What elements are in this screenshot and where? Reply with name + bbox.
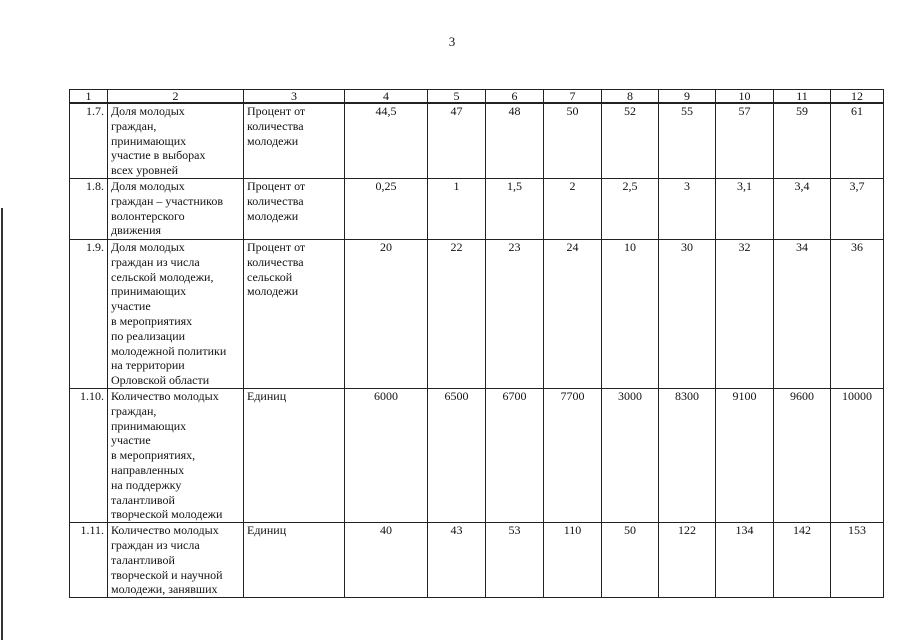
value-cell: 20 <box>345 240 428 389</box>
value-cell: 6700 <box>486 389 544 523</box>
row-number: 1.9. <box>70 240 108 389</box>
value-cell: 57 <box>716 103 774 179</box>
table-row <box>70 179 884 240</box>
value-cell: 9600 <box>774 389 831 523</box>
page-number: 3 <box>448 34 456 49</box>
header-cell: 2 <box>108 90 244 104</box>
header-cell: 10 <box>716 90 774 104</box>
indicator-table <box>69 89 884 598</box>
value-cell: 142 <box>774 523 831 598</box>
value-cell: 30 <box>659 240 716 389</box>
value-cell: 3 <box>659 179 716 240</box>
indicator-name: Доля молодых граждан из числа сельской молодежи, принимающих участие в мероприятиях по реализации молодежной политики на территории Орловской области <box>108 240 244 389</box>
value-cell: 1 <box>428 179 486 240</box>
value-cell: 3,4 <box>774 179 831 240</box>
indicator-name: Доля молодых граждан – участников волонтерского движения <box>108 179 244 240</box>
value-cell: 40 <box>345 523 428 598</box>
value-cell: 10 <box>602 240 659 389</box>
value-cell: 44,5 <box>345 103 428 179</box>
value-cell: 53 <box>486 523 544 598</box>
value-cell: 59 <box>774 103 831 179</box>
value-cell: 8300 <box>659 389 716 523</box>
header-cell: 5 <box>428 90 486 104</box>
value-cell: 23 <box>486 240 544 389</box>
header-cell: 8 <box>602 90 659 104</box>
value-cell: 43 <box>428 523 486 598</box>
value-cell: 0,25 <box>345 179 428 240</box>
value-cell: 34 <box>774 240 831 389</box>
value-cell: 10000 <box>831 389 884 523</box>
value-cell: 3,7 <box>831 179 884 240</box>
value-cell: 6000 <box>345 389 428 523</box>
value-cell: 61 <box>831 103 884 179</box>
unit-of-measure: Процент от количества молодежи <box>244 179 345 240</box>
header-cell: 6 <box>486 90 544 104</box>
value-cell: 24 <box>544 240 602 389</box>
value-cell: 1,5 <box>486 179 544 240</box>
value-cell: 122 <box>659 523 716 598</box>
table-header-row <box>70 90 884 104</box>
row-number: 1.8. <box>70 179 108 240</box>
value-cell: 36 <box>831 240 884 389</box>
unit-of-measure: Единиц <box>244 523 345 598</box>
value-cell: 2 <box>544 179 602 240</box>
header-cell: 1 <box>70 90 108 104</box>
value-cell: 50 <box>602 523 659 598</box>
table-row <box>70 240 884 389</box>
value-cell: 6500 <box>428 389 486 523</box>
value-cell: 52 <box>602 103 659 179</box>
header-cell: 7 <box>544 90 602 104</box>
indicator-name: Количество молодых граждан, принимающих участие в мероприятиях, направленных на поддержку талантливой творческой молодежи <box>108 389 244 523</box>
header-cell: 9 <box>659 90 716 104</box>
value-cell: 3000 <box>602 389 659 523</box>
value-cell: 9100 <box>716 389 774 523</box>
value-cell: 110 <box>544 523 602 598</box>
value-cell: 134 <box>716 523 774 598</box>
value-cell: 153 <box>831 523 884 598</box>
header-cell: 3 <box>244 90 345 104</box>
value-cell: 48 <box>486 103 544 179</box>
scan-margin-line <box>1 208 3 640</box>
value-cell: 2,5 <box>602 179 659 240</box>
value-cell: 32 <box>716 240 774 389</box>
unit-of-measure: Единиц <box>244 389 345 523</box>
header-cell: 4 <box>345 90 428 104</box>
value-cell: 22 <box>428 240 486 389</box>
indicator-name: Доля молодых граждан, принимающих участие в выборах всех уровней <box>108 103 244 179</box>
unit-of-measure: Процент от количества сельской молодежи <box>244 240 345 389</box>
table-row <box>70 389 884 523</box>
value-cell: 55 <box>659 103 716 179</box>
table-row <box>70 523 884 598</box>
value-cell: 3,1 <box>716 179 774 240</box>
row-number: 1.11. <box>70 523 108 598</box>
value-cell: 7700 <box>544 389 602 523</box>
indicator-name: Количество молодых граждан из числа талантливой творческой и научной молодежи, занявших <box>108 523 244 598</box>
table-row <box>70 103 884 179</box>
row-number: 1.7. <box>70 103 108 179</box>
value-cell: 47 <box>428 103 486 179</box>
header-cell: 12 <box>831 90 884 104</box>
unit-of-measure: Процент от количества молодежи <box>244 103 345 179</box>
header-cell: 11 <box>774 90 831 104</box>
value-cell: 50 <box>544 103 602 179</box>
row-number: 1.10. <box>70 389 108 523</box>
